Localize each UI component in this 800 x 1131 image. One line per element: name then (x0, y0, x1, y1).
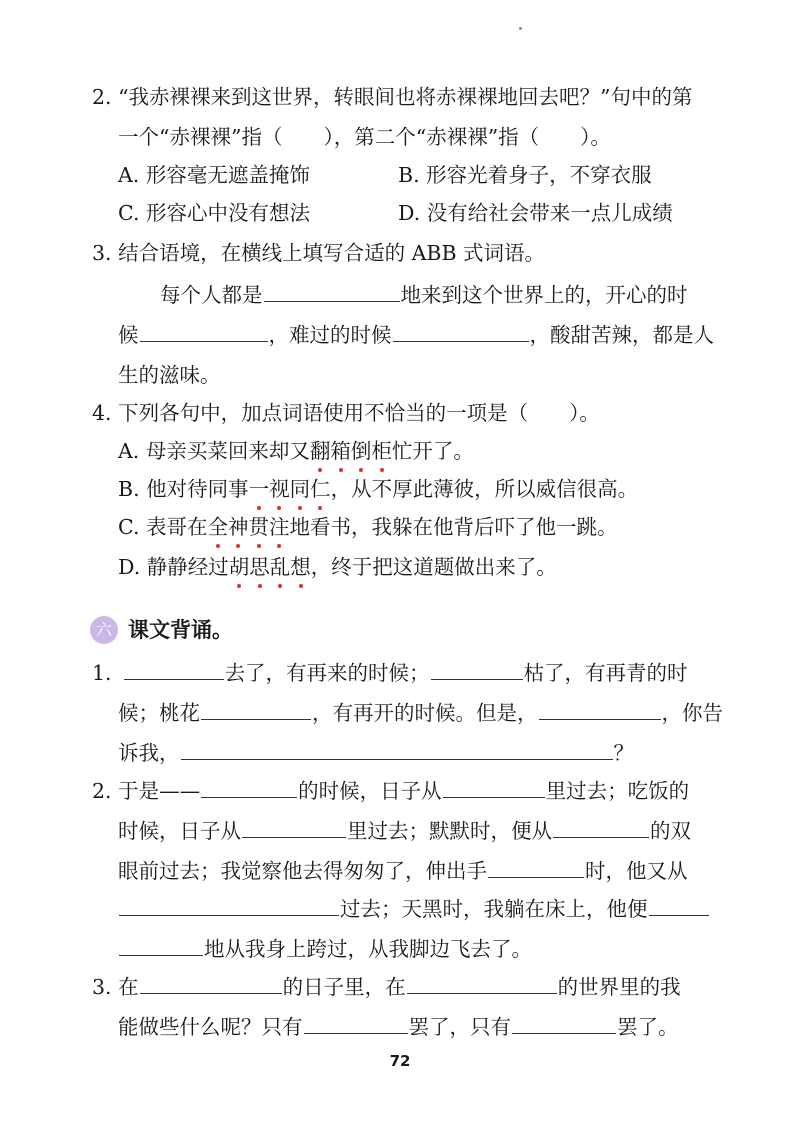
answer-blank[interactable] (119, 935, 203, 956)
recite-text: 地从我身上跨过，从我脚边飞去了。 (204, 937, 532, 961)
answer-blank[interactable] (488, 857, 584, 878)
dotted-char: 全 (208, 512, 229, 542)
q3-line-1 (160, 280, 688, 310)
q4-title: 4. 下列各句中，加点词语使用不恰当的一项是（ ）。 (92, 401, 600, 425)
q4-b-text: B. 他对待同事 (118, 477, 249, 501)
recite-2-line-2 (118, 816, 691, 846)
q3-text-2a: 候 (118, 323, 139, 347)
dotted-char: 思 (249, 552, 270, 582)
answer-blank[interactable] (407, 973, 557, 994)
recite-text: 眼前过去；我觉察他去得匆匆了，伸出手 (118, 859, 487, 883)
q3-text-2c: ，酸甜苦辣，都是人 (529, 323, 714, 347)
answer-blank[interactable] (553, 817, 649, 838)
item-number: 3. (92, 975, 112, 999)
recite-text: 在 (118, 975, 139, 999)
recite-text: 的双 (650, 819, 691, 843)
recite-text: 于是—— (118, 779, 201, 803)
q4-option-a (118, 436, 474, 466)
section-title: 课文背诵。 (128, 618, 233, 642)
answer-blank[interactable] (512, 1013, 616, 1034)
answer-blank[interactable] (140, 973, 282, 994)
q4-d-text: D. 静静经过 (118, 555, 229, 579)
scan-speck (519, 27, 522, 30)
answer-blank[interactable] (119, 895, 339, 916)
dotted-char: 神 (228, 512, 249, 542)
dotted-char: 柜 (371, 436, 392, 466)
q4-c-text: C. 表哥在 (118, 515, 208, 539)
q4-a-text: A. 母亲买菜回来却又 (118, 439, 310, 463)
dotted-char: 注 (269, 512, 290, 542)
recite-2-line-1 (92, 776, 689, 806)
q2-line-1: 2. “我赤裸裸来到这世界，转眼间也将赤裸裸地回去吧？”句中的第 (92, 85, 693, 109)
dotted-char: 同 (290, 474, 311, 504)
recite-text: 罢了。 (617, 1015, 679, 1039)
q4-a-text-end: 忙开了。 (391, 439, 474, 463)
dotted-char: 想 (290, 552, 311, 582)
answer-blank[interactable] (201, 699, 311, 720)
q4-option-b (118, 474, 638, 504)
recite-text: 的日子里，在 (282, 975, 406, 999)
q3-text-2b: ，难过的时候 (268, 323, 392, 347)
q3-text-1a: 每个人都是 (160, 283, 263, 307)
recite-text: 里过去；吃饭的 (545, 779, 690, 803)
dotted-char: 乱 (270, 552, 291, 582)
q4-c-text-end: 地看书，我躲在他背后吓了他一跳。 (289, 515, 618, 539)
recite-1-line-3 (118, 738, 634, 768)
answer-blank[interactable] (140, 321, 268, 342)
q2-option-a: A. 形容毫无遮盖掩饰 (118, 163, 310, 187)
q3-line-3: 生的滋味。 (118, 363, 221, 387)
answer-blank[interactable] (649, 895, 709, 916)
recite-3-line-1 (92, 972, 681, 1002)
q2-option-d: D. 没有给社会带来一点儿成绩 (398, 201, 673, 225)
recite-3-line-2 (118, 1012, 679, 1042)
recite-text: 时，他又从 (585, 859, 688, 883)
dotted-char: 一 (249, 474, 270, 504)
recite-text: 的世界里的我 (557, 975, 681, 999)
recite-text: ？ (613, 741, 634, 765)
answer-blank[interactable] (201, 777, 297, 798)
recite-1-line-1 (92, 658, 688, 688)
answer-blank[interactable] (539, 699, 661, 720)
recite-text: 时候，日子从 (118, 819, 241, 843)
q4-option-d (118, 552, 557, 582)
q4-b-text-end: ，从不厚此薄彼，所以威信很高。 (330, 477, 639, 501)
item-number: 1. (92, 661, 112, 685)
recite-text: 的时候，日子从 (298, 779, 442, 803)
dotted-char: 贯 (249, 512, 270, 542)
recite-text: 诉我， (118, 741, 180, 765)
recite-text: 去了，有再来的时候； (224, 661, 430, 685)
q2-option-c: C. 形容心中没有想法 (118, 201, 310, 225)
q3-title: 3. 结合语境，在横线上填写合适的 ABB 式词语。 (92, 241, 546, 265)
recite-2-line-3 (118, 856, 688, 886)
recite-2-line-5 (118, 934, 532, 964)
q3-line-2 (118, 320, 714, 350)
q3-text-1b: 地来到这个世界上的，开心的时 (400, 283, 688, 307)
answer-blank[interactable] (181, 739, 613, 760)
dotted-char: 箱 (330, 436, 351, 466)
answer-blank[interactable] (393, 321, 529, 342)
q2-option-b: B. 形容光着身子，不穿衣服 (398, 163, 652, 187)
dotted-char: 倒 (351, 436, 372, 466)
recite-text: 里过去；默默时，便从 (347, 819, 552, 843)
recite-text: 罢了，只有 (408, 1015, 511, 1039)
dotted-char: 胡 (229, 552, 250, 582)
answer-blank[interactable] (431, 659, 523, 680)
section-number-badge: 六 (90, 616, 118, 644)
recite-text: 过去；天黑时，我躺在床上，他便 (340, 897, 648, 921)
dotted-char: 翻 (310, 436, 331, 466)
item-number: 2. (92, 779, 112, 803)
answer-blank[interactable] (443, 777, 545, 798)
recite-2-line-4 (118, 894, 710, 924)
q4-option-c (118, 512, 618, 542)
q4-d-text-end: ，终于把这道题做出来了。 (310, 555, 557, 579)
answer-blank[interactable] (264, 281, 400, 302)
q2-line-2: 一个“赤裸裸”指（ ），第二个“赤裸裸”指（ ）。 (118, 125, 611, 149)
answer-blank[interactable] (304, 1013, 408, 1034)
recite-text: 能做些什么呢？只有 (118, 1015, 303, 1039)
recite-1-line-2 (118, 698, 723, 728)
recite-text: ，你告 (661, 701, 723, 725)
dotted-char: 仁 (310, 474, 331, 504)
recite-text: ，有再开的时候。但是， (312, 701, 538, 725)
dotted-char: 视 (269, 474, 290, 504)
page-number: 72 (389, 1052, 411, 1070)
recite-text: 枯了，有再青的时 (523, 661, 688, 685)
answer-blank[interactable] (124, 659, 224, 680)
answer-blank[interactable] (242, 817, 346, 838)
recite-text: 候；桃花 (118, 701, 200, 725)
